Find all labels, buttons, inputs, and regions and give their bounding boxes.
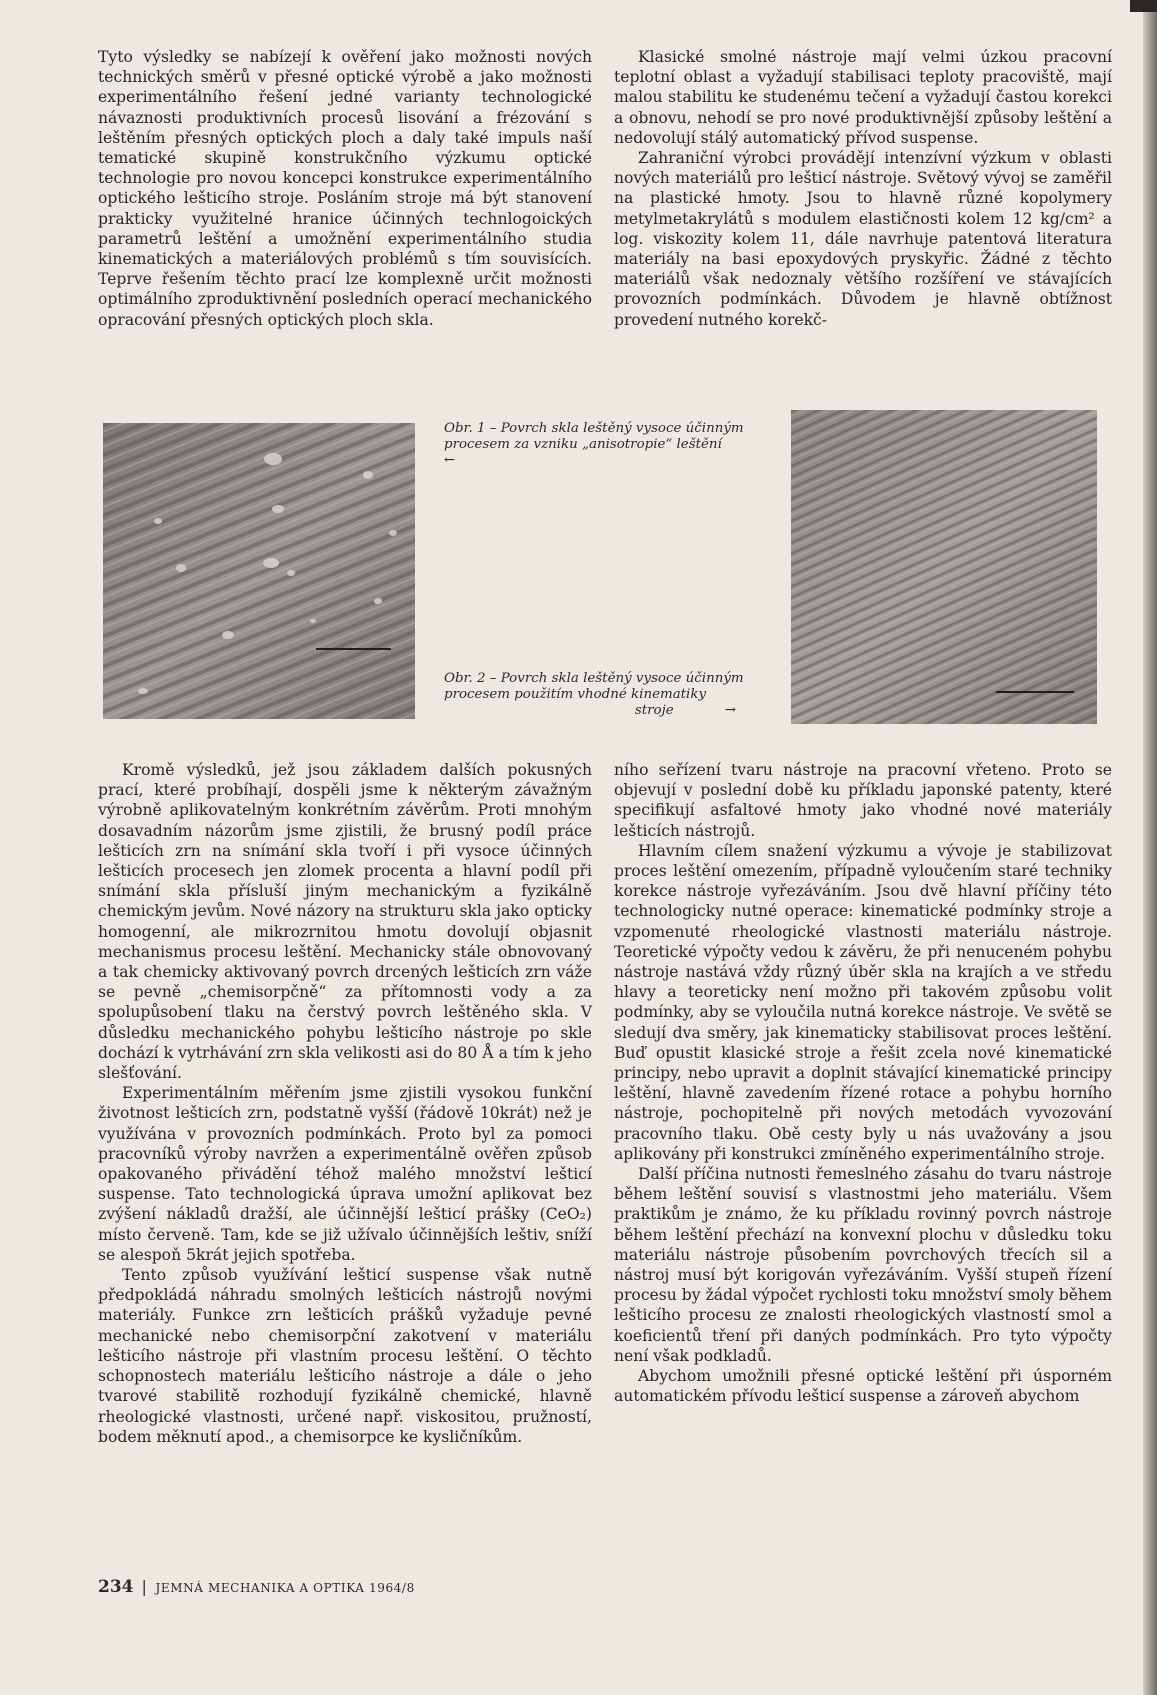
paragraph: Tyto výsledky se nabízejí k ověření jako možnosti nových technických směrů v přesné optické výrobě a jako možnosti experimentálního řešení jedné varianty technologické návaznosti produktivních procesů lisování a frézování s leštěním přesných optických ploch a daly také impuls naší tematické skupině konstrukčního výzkumu optické technologie pro novou koncepci konstrukce experimentálního optického lešticího stroje. Posláním stroje má být stanovení prakticky využitelné hranice účinných technlogoických parametrů leštění a umožnění experimentálního studia kinematických a materiálových problémů s tím souvisících. Teprve řešením těchto prací lze komplexně určit možnosti optimálního zproduktivnění posledních operací mechanického opracování přesných optických ploch skla. <box>98 48 592 329</box>
caption-line: stroje <box>634 703 674 718</box>
figure-2-photo <box>791 410 1097 724</box>
caption-line: Obr. 1 – Povrch skla leštěný vysoce účinným <box>444 421 744 436</box>
journal-name: JEMNÁ MECHANIKA A OPTIKA 1964/8 <box>155 1581 415 1595</box>
paragraph: Kromě výsledků, jež jsou základem dalších pokusných prací, které probíhají, dospěli jsme k některým závažným výrobně aplikovatelným konkrétním závěrům. Proti mnohým dosavadním názorům jsme zjistili, že brusný podíl práce lešticích zrn na snímání skla tvoří i při vysoce účinných lešticích procesech jen zlomek procenta a hlavní podíl při snímání skla přísluší jiným mechanickým a fyzikálně chemickým jevům. Nové názory na strukturu skla jako opticky homogenní, ale mikrozrnitou hmotu dovolují objasnit mechanismus procesu leštění. Mechanicky stále obnovovaný a tak chemicky aktivovaný povrch drcených lešticích zrn váže se pevně „chemisorpčně“ za přítomnosti vody a za spolupůsobení tlaku na čerstvý povrch leštěného skla. V důsledku mechanického pohybu lešticího nástroje po skle dochází k vytrhávání zrn skla velikosti asi do 80 Å a tím k jeho slešťování. <box>98 761 592 1083</box>
paragraph: Zahraniční výrobci provádějí intenzívní výzkum v oblasti nových materiálů pro lešticí nástroje. Světový vývoj se zaměřil na plastické hmoty. Jsou to hlavně různé kopolymery metylmetakrylátů s modulem elastičnosti kolem 12 kg/cm² a log. viskozity kolem 11, dále navrhuje patentová literatura materiály na basi epoxydových pryskyřic. Žádné z těchto materiálů však nedoznaly většího rozšíření ve stávajících provozních podmínkách. Důvodem je hlavně obtížnost provedení nutného korekč- <box>614 149 1112 329</box>
caption-line: procesem použitím vhodné kinematiky <box>444 687 707 702</box>
top-left-column <box>98 47 592 330</box>
scan-corner <box>1130 0 1157 12</box>
bottom-left-column <box>98 760 592 1447</box>
arrow-left-icon: ← <box>444 453 456 468</box>
paragraph: Klasické smolné nástroje mají velmi úzkou pracovní teplotní oblast a vyžadují stabilisaci teploty pracoviště, mají malou stabilitu ke studenému tečení a vyžadují častou korekci a obnovu, nehodí se pro nové produktivnější způsoby leštění a nedovolují stálý automatický přívod suspense. <box>614 48 1112 147</box>
paragraph: Hlavním cílem snažení výzkumu a vývoje je stabilizovat proces leštění omezením, případně vyloučením staré techniky korekce nástroje vyřezáváním. Jsou dvě hlavní příčiny této technologicky nutné operace: kinematické podmínky stroje a vzpomenuté rheologické vlastnosti materiálu nástroje. Teoretické výpočty vedou k závěru, že při nenuceném pohybu nástroje nastává vždy různý úběr skla na krajích a ve středu hlavy a teoreticky není možno při takovém způsobu volit podmínky, aby se vyloučila nutná korekce nástroje. Ve světě se sledují dva směry, jak kinematicky stabilisovat proces leštění. Buď opustit klasické stroje a řešit zcela nové kinematické principy, nebo upravit a doplnit stávající kinematické principy leštění, hlavně zavedením řízené rotace a pohybu horního nástroje, pochopitelně při nových metodách vyvozování pracovního tlaku. Obě cesty byly u nás uvažovány a jsou aplikovány při konstrukci zmíněného experimentálního stroje. <box>614 841 1112 1163</box>
figure-1-photo <box>103 423 415 719</box>
figure-2-caption <box>444 671 774 719</box>
page-footer <box>98 1577 415 1597</box>
paragraph: Experimentálním měřením jsme zjistili vysokou funkční životnost lešticích zrn, podstatně vyšší (řádově 10krát) než je využívána v provozních podmínkách. Proto byl za pomoci pracovníků výroby navržen a experimentálně ověřen způsob opakovaného přivádění téhož malého množství lešticí suspense. Tato technologická úprava umožní aplikovat bez zvýšení nákladů dražší, ale účinnější lešticí prášky (CeO₂) místo červeně. Tam, kde se již užívalo účinnějších leštiv, sníží se alespoň 5krát jejich spotřeba. <box>98 1084 592 1264</box>
paragraph: ního seřízení tvaru nástroje na pracovní vřeteno. Proto se objevují v poslední době ku příkladu japonské patenty, které specifikují asfaltové hmoty jako vhodné nové materiály lešticích nástrojů. <box>614 761 1112 840</box>
page-number: 234 <box>98 1577 134 1597</box>
figure-1-caption <box>444 421 774 469</box>
page-edge-shadow <box>1143 0 1157 1695</box>
top-right-column <box>614 47 1112 330</box>
arrow-right-icon: → <box>724 703 736 718</box>
paragraph: Tento způsob využívání lešticí suspense však nutně předpokládá náhradu smolných lešticích nástrojů novými materiály. Funkce zrn lešticích prášků vyžaduje pevné mechanické nebo chemisorpční zakotvení v materiálu lešticího nástroje při vlastním procesu leštění. O těchto schopnostech materiálu lešticího nástroje a dále o jeho tvarové stabilitě rozhodují fyzikálně chemické, hlavně rheologické vlastnosti, určené např. viskositou, pružností, bodem měknutí apod., a chemisorpce ke kysličníkům. <box>98 1266 592 1446</box>
caption-line: Obr. 2 – Povrch skla leštěný vysoce účinným <box>444 671 744 686</box>
footer-separator: | <box>141 1577 148 1596</box>
bottom-right-column <box>614 760 1112 1407</box>
paragraph: Další příčina nutnosti řemeslného zásahu do tvaru nástroje během leštění souvisí s vlastnostmi jeho materiálu. Všem praktikům je známo, že ku příkladu rovinný povrch nástroje během leštění přechází na konvexní plochu v důsledku toku materiálu nástroje působením povrchových třecích sil a nástroj musí být korigován vyřezáváním. Vyšší stupeň řízení procesu by žádal výpočet rychlosti toku množství smoly během lešticího procesu ze znalosti rheologických vlastností smol a koeficientů tření při daných podmínkách. Pro tyto výpočty není však podkladů. <box>614 1165 1112 1365</box>
paragraph: Abychom umožnili přesné optické leštění při úsporném automatickém přívodu lešticí suspense a zároveň abychom <box>614 1367 1112 1406</box>
caption-line: procesem za vzniku „anisotropie“ leštění <box>444 437 722 452</box>
